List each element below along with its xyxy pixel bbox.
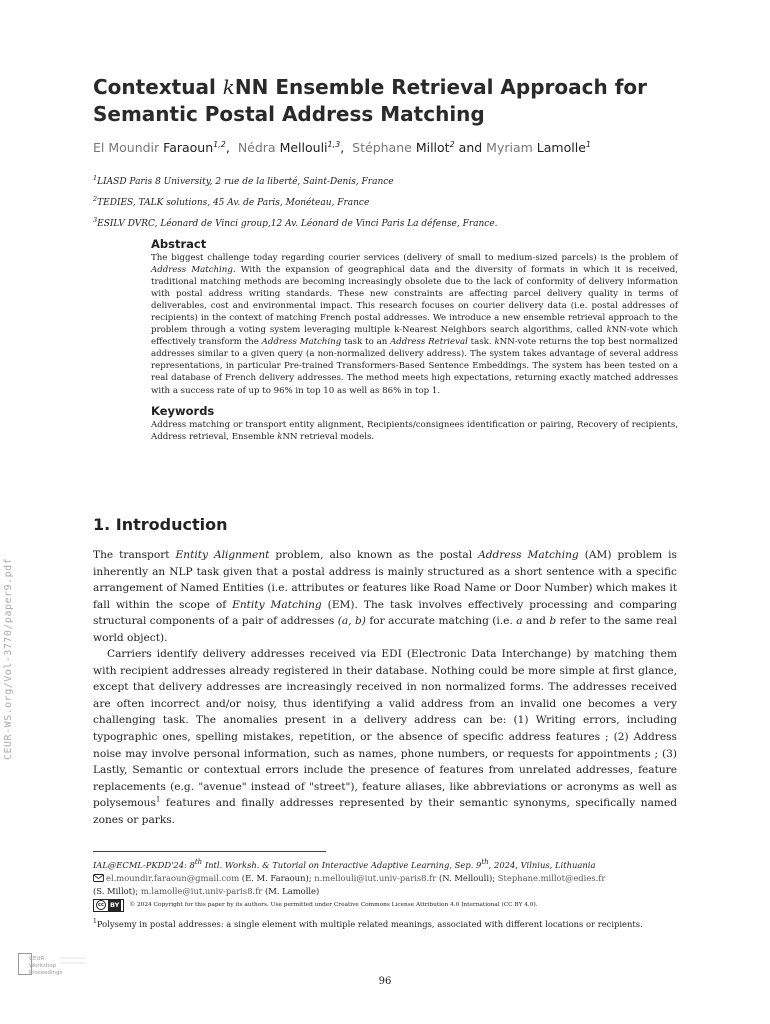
footnote-1: $^1$Polysemy in postal addresses: a single element with multiple related meanings, associated with different locations or recipients. [93,917,643,929]
email-link[interactable]: Stephane.millot@edies.fr [497,872,606,883]
introduction-body [93,547,677,828]
svg-text:Workshop: Workshop [29,963,57,969]
email-link[interactable]: n.mellouli@iut.univ-paris8.fr [314,872,437,883]
paper-title: Contextual kNN Ensemble Retrieval Approach for Semantic Postal Address Matching [93,75,648,126]
footnotes [93,856,677,931]
email-link[interactable]: m.lamolle@iut.univ-paris8.fr [140,885,263,896]
page-number: 96 [378,976,392,987]
affiliation-list [93,170,693,233]
affiliation: $^3$ESILV DVRC, Léonard de Vinci group,12 Av. Léonard de Vinci Paris La défense, France. [93,216,498,229]
section-heading-introduction: 1. Introduction [93,515,228,534]
author-list: El Moundir Faraoun$^{1,2}$, Nédra Mellouli$^{1,3}$, Stéphane Millot$^2$ and Myriam Lamolle$^1$ [93,140,591,156]
footnote-divider [93,851,326,852]
keywords-heading: Keywords [151,403,215,418]
conference-note: IAL@ECML-PKDD'24: 8th Intl. Worksh. & Tutorial on Interactive Adaptive Learning, Sep. 9th, 2024, Vilnius, Lithuania [93,858,596,870]
abstract-text: The biggest challenge today regarding courier services (delivery of small to medium-sized parcels) is the problem of Address Matching. With the expansion of geographical data and the diversity of formats in which it is received, traditional matching methods are becoming increasingly obsolete due to the lack of conformity of delivery information with postal address writing standards. These new constraints are affecting parcel delivery quality in terms of deliverables, cost and environmental impact. This research focuses on courier delivery data (i.e. postal addresses of recipients) in the context of matching French postal addresses. We introduce a new ensemble retrieval approach to the problem through a voting system leveraging multiple k-Nearest Neighbors search algorithms, called kNN-vote which effectively transform the Address Matching task to an Address Retrieval task. kNN-vote returns the top best normalized addresses similar to a given query (a non-normalized delivery address). The system takes advantage of several address representations, in particular Pre-trained Transformers-Based Sentence Embeddings. The system has been tested on a real database of French delivery addresses. The method meets high expectations, returning exactly matched addresses with a success rate of up to 96% in top 10 as well as 86% in top 1. [151,253,679,396]
ceur-logo [18,953,88,975]
cc-icon: cc [96,900,106,910]
svg-text:CEUR: CEUR [29,956,45,962]
sidebar-url[interactable]: CEUR-WS.org/Vol-3770/paper9.pdf [3,557,14,760]
affiliation: $^1$LIASD Paris 8 University, 2 rue de la liberté, Saint-Denis, France [93,174,394,187]
abstract-heading: Abstract [151,237,207,251]
email-link[interactable]: el.moundir.faraoun@gmail.com [106,872,240,883]
svg-text:Proceedings: Proceedings [29,970,63,975]
cc-by-badge[interactable]: cc BY [93,899,124,912]
affiliation: $^2$TEDIES, TALK solutions, 45 Av. de Paris, Monéteau, France [93,195,370,208]
paragraph: The transport Entity Alignment problem, also known as the postal Address Matching (AM) problem is inherently an NLP task given that a postal address is mainly structured as a short sentence with a specific arrangement of Named Entities (i.e. attributes or features like Road Name or Door Number) which makes it fall within the scope of Entity Matching (EM). The task involves effectively processing and comparing structural components of a pair of addresses (a, b) for accurate matching (i.e. a and b refer to the same real world object). [93,549,677,644]
abstract-section [151,237,678,443]
license-note: cc BY © 2024 Copyright for this paper by its authors. Use permitted under Creative Commons License Attribution 4.0 International (CC BY 4.0). [93,899,677,912]
keywords-text: Address matching or transport entity alignment, Recipients/consignees identification or pairing, Recovery of recipients, Address retrieval, Ensemble kNN retrieval models. [151,419,678,442]
envelope-icon [93,874,104,882]
email-note: el.moundir.faraoun@gmail.com (E. M. Faraoun); n.mellouli@iut.univ-paris8.fr (N. Mellouli); Stephane.millot@edies.fr (S. Millot); m.lamolle@iut.univ-paris8.fr (M. Lamolle) [93,872,606,896]
paragraph: Carriers identify delivery addresses received via EDI (Electronic Data Interchange) by matching them with recipient addresses already registered in their database. Nothing could be more simple at first glance, except that delivery addresses are increasingly received in non normalized forms. The addresses received are often incorrect and/or noisy, thus identifying a valid address from an invalid one becomes a very challenging task. The anomalies present in a delivery address can be: (1) Writing errors, including typographic ones, spelling mistakes, repetition, or the absence of specific address features ; (2) Address noise may involve personal information, such as names, phone numbers, or requests for appointments ; (3) Lastly, Semantic or contextual errors include the presence of features from unrelated addresses, feature replacements (e.g. "avenue" instead of "street"), feature aliases, like abbreviations or acronyms as well as polysemous$^1$ features and finally addresses represented by their semantic synonyms, specifically named zones or parks. [93,648,677,826]
